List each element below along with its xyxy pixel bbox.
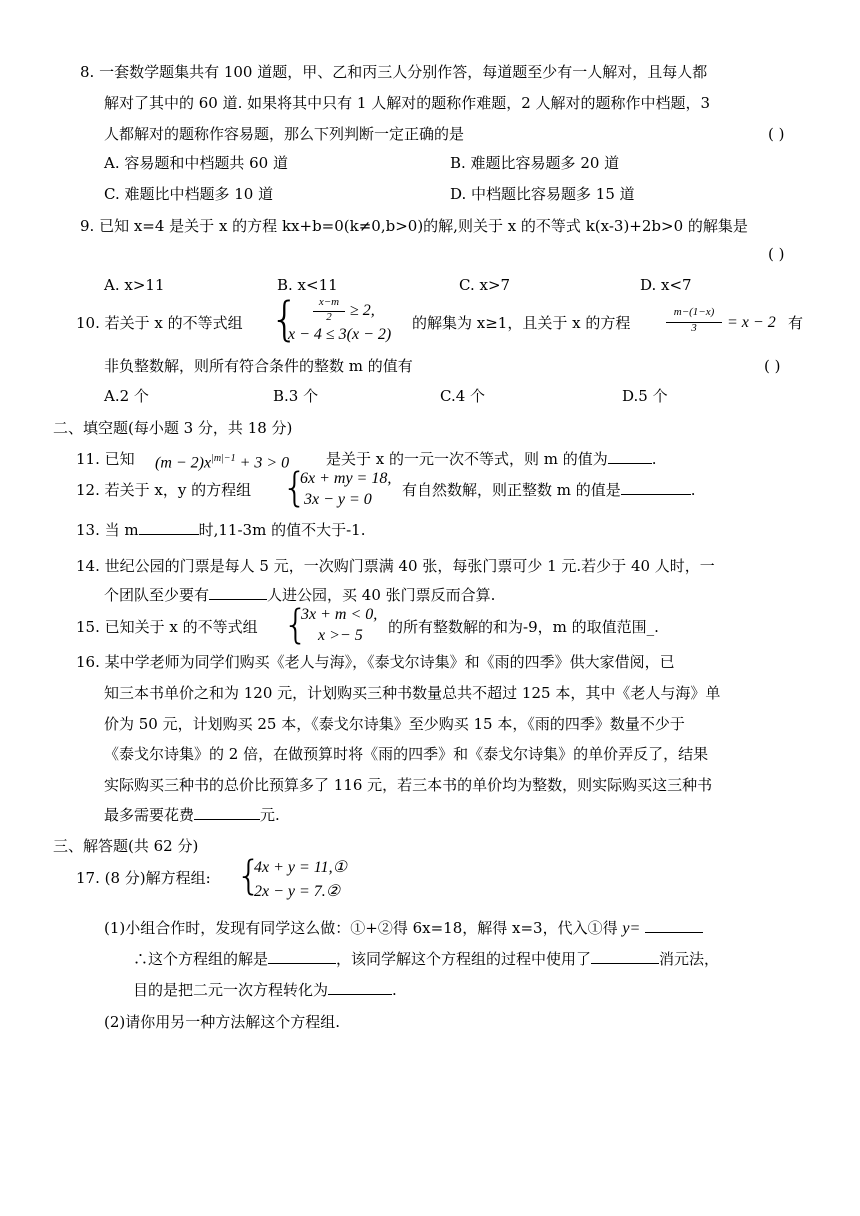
q8-option-a: A. 容易题和中档题共 60 道 — [104, 154, 288, 172]
q12-prefix: 12. 若关于 x，y 的方程组 — [76, 481, 252, 499]
q17-part1-text-b: ∴这个方程组的解是 — [133, 950, 269, 968]
q11-answer-blank[interactable] — [608, 449, 652, 464]
q9-line1: 9. 已知 x=4 是关于 x 的方程 kx+b=0(k≠0,b>0)的解,则关于 x 的不等式 k(x-3)+2b>0 的解集是 — [80, 217, 748, 235]
q15-suffix: 的所有整数解的和为-9，m 的取值范围_. — [388, 618, 659, 636]
q17-part2: (2)请你用另一种方法解这个方程组. — [104, 1013, 341, 1031]
q17-method-blank[interactable] — [591, 949, 659, 964]
q9-option-a: A. x>11 — [104, 276, 165, 294]
q11-text — [326, 449, 657, 469]
q8-line3: 人都解对的题称作容易题，那么下列判断一定正确的是 — [104, 125, 465, 143]
q17-part1-line2 — [133, 949, 719, 969]
q10-sys1-denominator: 2 — [326, 311, 332, 323]
q16-text-b: 元. — [260, 806, 280, 824]
q11-math — [155, 449, 289, 473]
q17-system-brace: { — [236, 853, 262, 899]
q17-eq1: 4x + y = 11,① — [254, 859, 347, 876]
q8-option-b: B. 难题比容易题多 20 道 — [450, 154, 620, 172]
q17-part1-line1 — [104, 918, 703, 939]
q12-answer-blank[interactable] — [621, 480, 691, 495]
q17-part1-text-d: 消元法， — [659, 950, 720, 968]
q17-part1-text: (1)小组合作时，发现有同学这么做：①+②得 6x=18，解得 x=3，代入①得 — [104, 919, 618, 937]
q10-sys1-rest: ≥ 2, — [350, 302, 375, 319]
q10-eq-rest: = x − 2 — [727, 314, 776, 331]
q15-ineq1: 3x + m < 0, — [301, 606, 378, 623]
q12-end: . — [690, 481, 696, 499]
q17-y-answer-blank[interactable] — [645, 918, 703, 933]
q10-option-a: A.2 个 — [104, 387, 149, 405]
q17-prefix: 17. (8 分)解方程组: — [76, 869, 211, 887]
q10-system-brace: { — [270, 292, 300, 346]
q8-line2: 解对了其中的 60 道. 如果将其中只有 1 人解对的题称作难题，2 人解对的题称作中档题，3 — [104, 94, 711, 112]
q8-option-d: D. 中档题比容易题多 15 道 — [450, 185, 635, 203]
q10-prefix: 10. 若关于 x 的不等式组 — [76, 314, 243, 332]
q9-option-c: C. x>7 — [459, 276, 511, 294]
q14-text-b: 人进公园，买 40 张门票反而合算. — [267, 586, 496, 604]
q11-math-base: (m − 2)x — [155, 454, 212, 472]
q17-solution-blank[interactable] — [268, 949, 336, 964]
q16-line3: 价为 50 元，计划购买 25 本，《泰戈尔诗集》至少购买 15 本，《雨的四季》数量不少于 — [104, 715, 685, 733]
q11-exponent: |m|−1 — [211, 453, 236, 464]
q12-suffix: 有自然数解，则正整数 m 的值是 — [402, 481, 621, 499]
q10-middle-text: 的解集为 x≥1，且关于 x 的方程 — [412, 314, 631, 332]
q12-system-brace: { — [282, 465, 308, 511]
q13-line — [76, 520, 365, 540]
q14-text-a: 个团队至少要有 — [104, 586, 210, 604]
q11-prefix: 11. 已知 — [76, 450, 135, 468]
q13-prefix: 13. 当 m — [76, 521, 139, 539]
q16-line2: 知三本书单价之和为 120 元，计划购买三种书数量总共不超过 125 本，其中《老人与海》单 — [104, 684, 721, 702]
q15-ineq2: x >− 5 — [318, 627, 363, 644]
q13-suffix: 时,11-3m 的值不大于-1. — [198, 521, 366, 539]
section-2-heading: 二、填空题(每小题 3 分，共 18 分) — [53, 419, 293, 437]
q10-eq-numerator: m−(1−x) — [673, 306, 715, 318]
q16-line6 — [104, 805, 280, 825]
q12-text — [402, 480, 696, 500]
q16-line1: 16. 某中学老师为同学们购买《老人与海》，《泰戈尔诗集》和《雨的四季》供大家借阅，已 — [76, 653, 675, 671]
q17-part1-text-c: ，该同学解这个方程组的过程中使用了 — [336, 950, 592, 968]
q8-answer-paren: ( ) — [768, 125, 785, 143]
q17-purpose-blank[interactable] — [328, 980, 392, 995]
section-3-heading: 三、解答题(共 62 分) — [53, 837, 199, 855]
q9-option-d: D. x<7 — [640, 276, 692, 294]
q10-sys1-numerator: x−m — [318, 296, 340, 308]
q10-sys2: x − 4 ≤ 3(x − 2) — [288, 326, 392, 343]
q16-text-a: 最多需要花费 — [104, 806, 195, 824]
q10-eq-denominator: 3 — [691, 322, 697, 334]
q12-eq2: 3x − y = 0 — [304, 491, 372, 508]
q17-part1-math: y= — [622, 920, 641, 937]
q16-line5: 实际购买三种书的总价比预算多了 116 元，若三本书的单价均为整数，则实际购买这三种书 — [104, 776, 713, 794]
q8-line1: 8. 一套数学题集共有 100 道题，甲、乙和丙三人分别作答，每道题至少有一人解对，且每人都 — [80, 63, 708, 81]
q10-option-c: C.4 个 — [440, 387, 486, 405]
q11-suffix: 是关于 x 的一元一次不等式，则 m 的值为 — [326, 450, 608, 468]
q10-line2: 非负整数解，则所有符合条件的整数 m 的值有 — [104, 357, 413, 375]
q16-line4: 《泰戈尔诗集》的 2 倍，在做预算时将《雨的四季》和《泰戈尔诗集》的单价弄反了，结果 — [104, 745, 709, 763]
q9-answer-paren: ( ) — [768, 245, 785, 263]
q11-end: . — [651, 450, 657, 468]
q13-answer-blank[interactable] — [139, 520, 199, 535]
q16-answer-blank[interactable] — [194, 805, 260, 820]
q17-part1-text-f: . — [392, 981, 397, 999]
q9-option-b: B. x<11 — [277, 276, 338, 294]
q11-math-tail: + 3 > 0 — [239, 454, 290, 472]
q10-option-b: B.3 个 — [273, 387, 319, 405]
q17-part1-text-e: 目的是把二元一次方程转化为 — [133, 981, 329, 999]
q17-part1-line3 — [133, 980, 397, 1000]
q15-system-brace: { — [283, 602, 309, 648]
q15-prefix: 15. 已知关于 x 的不等式组 — [76, 618, 258, 636]
q8-option-c: C. 难题比中档题多 10 道 — [104, 185, 274, 203]
q10-option-d: D.5 个 — [622, 387, 668, 405]
q10-answer-paren: ( ) — [764, 357, 781, 375]
q10-suffix: 有 — [788, 314, 804, 332]
q14-line1: 14. 世纪公园的门票是每人 5 元，一次购门票满 40 张，每张门票可少 1 元.若少于 40 人时，一 — [76, 557, 715, 575]
q14-answer-blank[interactable] — [209, 585, 267, 600]
q17-eq2: 2x − y = 7.② — [254, 883, 341, 900]
q12-eq1: 6x + my = 18, — [300, 470, 392, 487]
